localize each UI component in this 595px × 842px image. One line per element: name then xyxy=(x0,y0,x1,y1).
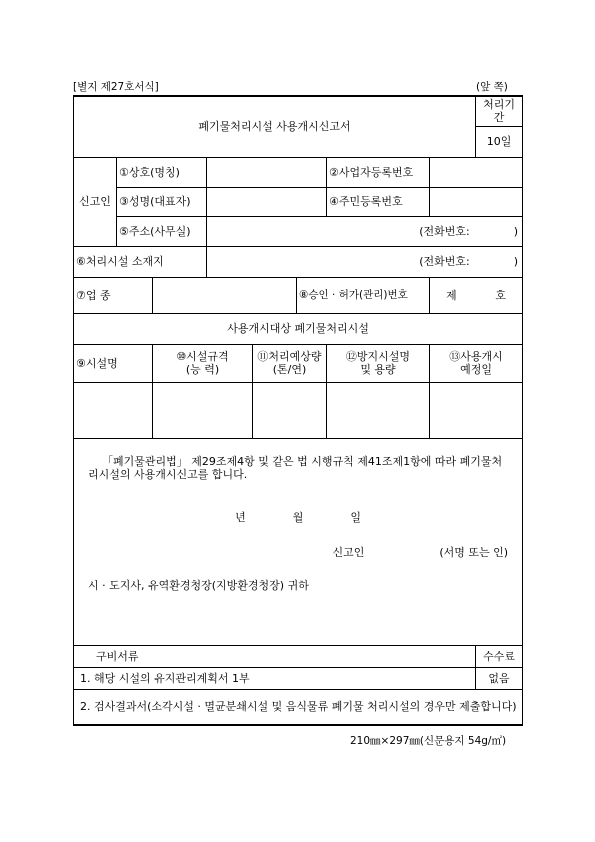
processing-period-value: 10일 xyxy=(476,126,523,157)
fee-value: 없음 xyxy=(476,667,523,689)
address-field[interactable] xyxy=(207,216,523,246)
col-start-date-line2: 예정일 xyxy=(460,363,492,376)
facility-spec-cell[interactable] xyxy=(153,382,253,438)
paper-spec: 210㎜×297㎜(신문용지 54g/㎡) xyxy=(350,735,507,747)
date-year: 년 xyxy=(235,510,246,524)
declaration-text: 「폐기물관리법」 제29조제4항 및 같은 법 시행규칙 제41조제1항에 따라 폐기물처리시설의 사용개시신고를 합니다. xyxy=(88,454,503,481)
reporter-group-label: 신고인 xyxy=(74,157,117,246)
address-phone-label: (전화번호: xyxy=(419,224,470,238)
resident-reg-label: ④주민등록번호 xyxy=(327,187,430,216)
approval-number-field[interactable] xyxy=(430,277,523,313)
col-facility-spec-line2: (능 력) xyxy=(185,363,220,376)
col-expected-volume-line2: (톤/연) xyxy=(272,363,307,376)
sign-note: (서명 또는 인) xyxy=(439,545,509,559)
date-line xyxy=(88,511,508,524)
facility-phone-label: (전화번호: xyxy=(419,255,470,268)
document-item-2: 2. 검사결과서(소각시설 · 멸균분쇄시설 및 음식물류 폐기물 처리시설의 경우만 제출합니다) xyxy=(74,689,523,725)
expected-volume-cell[interactable] xyxy=(253,382,327,438)
approval-number-label: ⑧승인 · 허가(관리)번호 xyxy=(297,277,430,313)
col-expected-volume xyxy=(253,344,327,382)
col-facility-name-line1: ⑨시설명 xyxy=(76,356,118,370)
col-start-date-line1: ⑬사용개시 xyxy=(449,350,503,363)
start-date-cell[interactable] xyxy=(430,382,523,438)
target-section-title: 사용개시대상 폐기물처리시설 xyxy=(74,313,523,344)
business-reg-label: ②사업자등록번호 xyxy=(327,157,430,187)
facility-location-label: ⑥처리시설 소재지 xyxy=(74,246,207,277)
representative-label: ③성명(대표자) xyxy=(117,187,207,216)
signature-line xyxy=(88,546,508,559)
prevention-facility-cell[interactable] xyxy=(327,382,430,438)
report-form xyxy=(73,95,523,726)
facility-location-field[interactable] xyxy=(207,246,523,277)
col-facility-name xyxy=(74,344,153,382)
business-type-field[interactable] xyxy=(153,277,297,313)
col-start-date xyxy=(430,344,523,382)
page-side: (앞 쪽) xyxy=(476,81,508,93)
col-expected-volume-line1: ⑪처리예상량 xyxy=(257,350,322,363)
col-facility-spec xyxy=(153,344,253,382)
fee-label: 수수료 xyxy=(476,645,523,667)
facility-phone-close: ) xyxy=(513,255,519,268)
approval-number-prefix: 제 xyxy=(446,288,457,302)
form-number: [별지 제27호서식] xyxy=(73,81,159,93)
address-phone-close: ) xyxy=(513,224,519,238)
col-prevention-facility-line2: 및 용량 xyxy=(360,363,396,376)
business-type-label: ⑦업 종 xyxy=(74,277,153,313)
col-prevention-facility xyxy=(327,344,430,382)
company-name-label: ①상호(명칭) xyxy=(117,157,207,187)
approval-number-suffix: 호 xyxy=(495,288,507,302)
document-item-1: 1. 해당 시설의 유지관리계획서 1부 xyxy=(74,667,476,689)
form-title: 폐기물처리시설 사용개시신고서 xyxy=(74,96,476,157)
address-label: ⑤주소(사무실) xyxy=(117,216,207,246)
facility-name-cell[interactable] xyxy=(74,382,153,438)
company-name-field[interactable] xyxy=(207,157,327,187)
addressee: 시 · 도지사, 유역환경청장(지방환경청장) 귀하 xyxy=(88,578,309,592)
business-reg-field[interactable] xyxy=(430,157,523,187)
representative-field[interactable] xyxy=(207,187,327,216)
declaration-block xyxy=(74,438,523,645)
resident-reg-field[interactable] xyxy=(430,187,523,216)
signer-label: 신고인 xyxy=(332,545,365,559)
date-month: 월 xyxy=(292,510,304,524)
date-day: 일 xyxy=(350,510,361,524)
col-prevention-facility-line1: ⑫방지시설명 xyxy=(345,350,411,363)
documents-label: 구비서류 xyxy=(74,645,476,667)
processing-period-label: 처리기간 xyxy=(476,96,523,126)
col-facility-spec-line1: ⑩시설규격 xyxy=(176,350,229,363)
